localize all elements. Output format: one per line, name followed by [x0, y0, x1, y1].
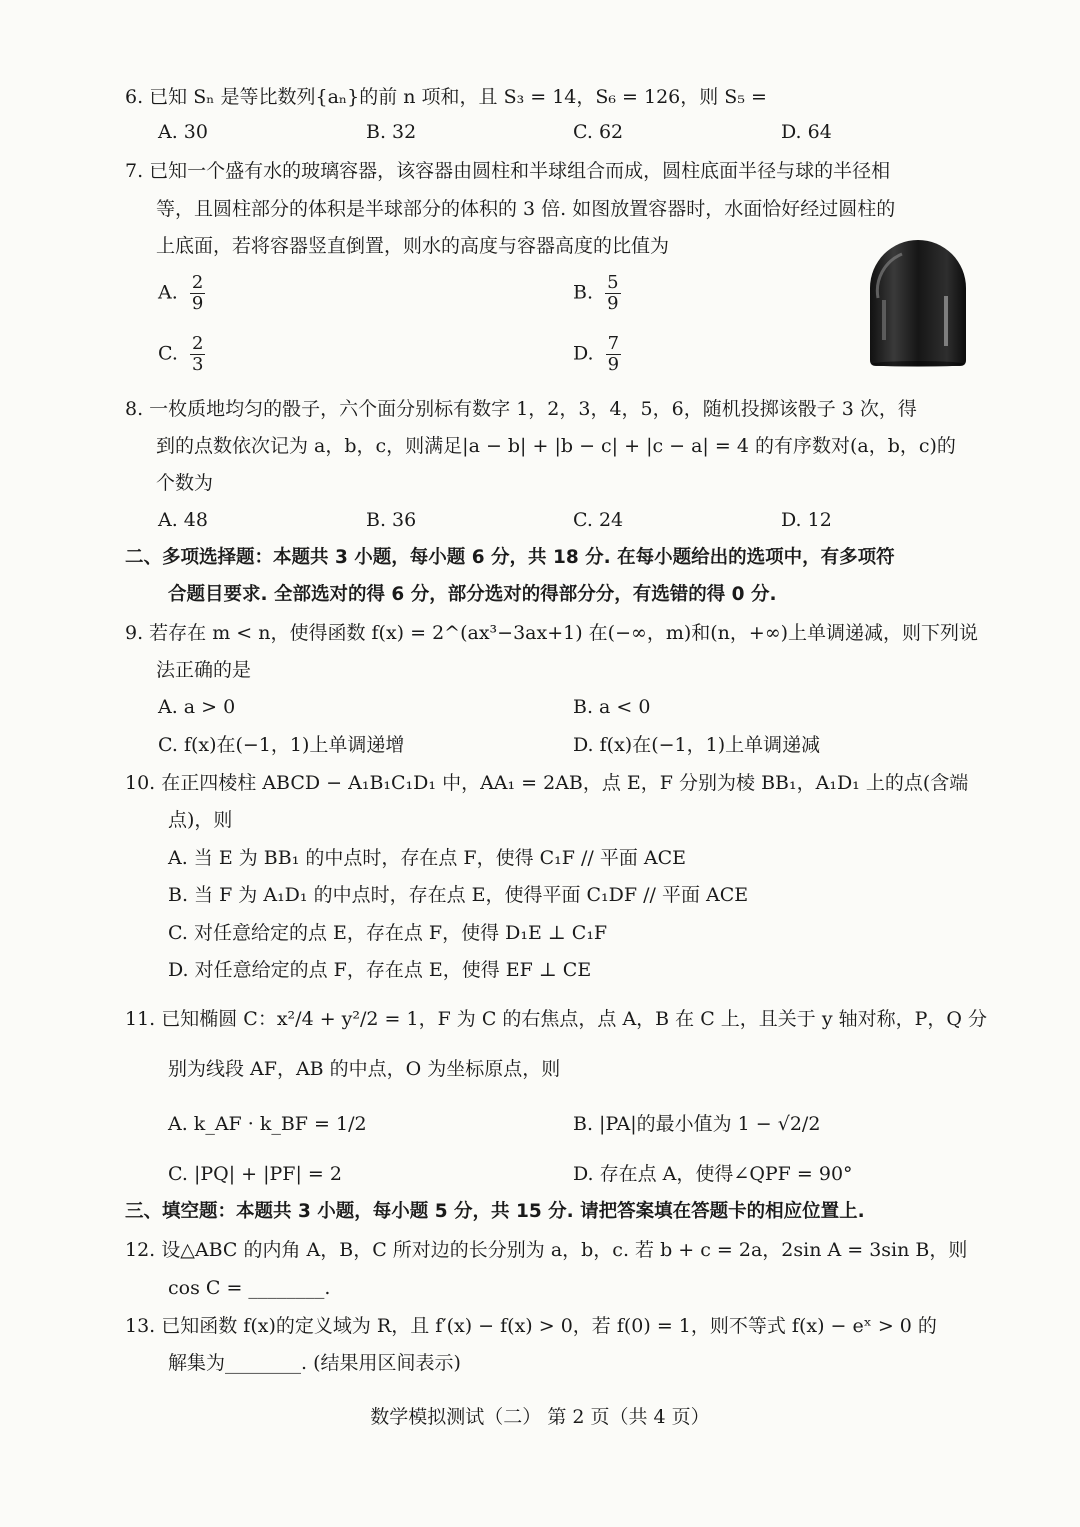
- q8-option-b: B. 36: [366, 509, 417, 531]
- q12-line-2: cos C = ________.: [168, 1277, 331, 1299]
- q10-option-d: D. 对任意给定的点 F，存在点 E，使得 EF ⊥ CE: [168, 959, 592, 981]
- q7-option-b: [573, 273, 621, 314]
- q11-line-2: 别为线段 AF，AB 的中点，O 为坐标原点，则: [168, 1058, 561, 1080]
- container-figure: [868, 238, 968, 368]
- q8-line-3: 个数为: [156, 472, 214, 494]
- q7-option-d: [573, 334, 621, 375]
- q10-line-1: 10. 在正四棱柱 ABCD − A₁B₁C₁D₁ 中，AA₁ = 2AB，点 E，F 分别为棱 BB₁，A₁D₁ 上的点(含端: [125, 772, 969, 794]
- q7-option-b-label: B.: [573, 281, 594, 304]
- q7-option-d-label: D.: [573, 342, 594, 365]
- q6-stem: 6. 已知 Sₙ 是等比数列{aₙ}的前 n 项和，且 S₃ = 14，S₆ = 126，则 S₅ =: [125, 86, 767, 108]
- q7-option-d-fraction: [606, 334, 621, 375]
- q7-option-b-denominator: 9: [607, 293, 619, 314]
- q8-option-a: A. 48: [158, 509, 208, 531]
- q10-line-2: 点)，则: [168, 809, 233, 831]
- q6-option-d: D. 64: [781, 121, 832, 143]
- q9-option-d: D. f(x)在(−1，1)上单调递减: [573, 734, 821, 756]
- q9-line-2: 法正确的是: [156, 659, 252, 681]
- q11-option-b: B. |PA|的最小值为 1 − √2/2: [573, 1113, 821, 1135]
- q7-option-c-denominator: 3: [191, 354, 204, 375]
- q6-option-b: B. 32: [366, 121, 417, 143]
- section-2-instructions: 合题目要求. 全部选对的得 6 分，部分选对的得部分分，有选错的得 0 分.: [168, 584, 777, 605]
- q7-option-a-denominator: 9: [191, 293, 204, 314]
- page-footer: 数学模拟测试（二） 第 2 页（共 4 页）: [370, 1406, 710, 1428]
- q9-line-1: 9. 若存在 m < n，使得函数 f(x) = 2^(ax³−3ax+1) 在(−∞，m)和(n，+∞)上单调递减，则下列说: [125, 622, 979, 644]
- q7-option-a-label: A.: [158, 281, 178, 304]
- q7-option-c-label: C.: [158, 342, 178, 365]
- q11-option-a: A. k_AF · k_BF = 1/2: [168, 1113, 367, 1135]
- q8-line-1: 8. 一枚质地均匀的骰子，六个面分别标有数字 1，2，3，4，5，6，随机投掷该骰子 3 次，得: [125, 398, 917, 420]
- q8-option-c: C. 24: [573, 509, 624, 531]
- q9-option-b: B. a < 0: [573, 696, 651, 718]
- q8-option-d: D. 12: [781, 509, 832, 531]
- q9-option-c: C. f(x)在(−1，1)上单调递增: [158, 734, 405, 756]
- q7-option-c: [158, 334, 205, 375]
- q7-line-2: 等，且圆柱部分的体积是半球部分的体积的 3 倍. 如图放置容器时，水面恰好经过圆柱的: [156, 198, 896, 220]
- q9-option-a: A. a > 0: [158, 696, 236, 718]
- q11-line-1: 11. 已知椭圆 C：x²/4 + y²/2 = 1，F 为 C 的右焦点，点 A，B 在 C 上，且关于 y 轴对称，P，Q 分: [125, 1008, 988, 1030]
- q6-option-a: A. 30: [158, 121, 208, 143]
- q11-option-c: C. |PQ| + |PF| = 2: [168, 1163, 342, 1185]
- q7-option-d-numerator: 7: [607, 333, 620, 354]
- q10-option-c: C. 对任意给定的点 E，存在点 F，使得 D₁E ⊥ C₁F: [168, 922, 608, 944]
- q7-option-b-numerator: 5: [607, 272, 619, 293]
- q7-option-c-fraction: [190, 334, 205, 375]
- q7-option-b-fraction: [605, 273, 620, 314]
- q8-line-2: 到的点数依次记为 a，b，c，则满足|a − b| + |b − c| + |c − a| = 4 的有序数对(a，b，c)的: [156, 435, 956, 457]
- q7-option-a-numerator: 2: [191, 272, 204, 293]
- q7-option-a: [158, 273, 205, 314]
- q7-option-d-denominator: 9: [607, 354, 620, 375]
- q6-option-c: C. 62: [573, 121, 624, 143]
- q7-option-c-numerator: 2: [191, 333, 204, 354]
- section-3-heading: 三、填空题：本题共 3 小题，每小题 5 分，共 15 分. 请把答案填在答题卡的相应位置上.: [125, 1201, 865, 1222]
- q13-line-1: 13. 已知函数 f(x)的定义域为 R，且 f′(x) − f(x) > 0，若 f(0) = 1，则不等式 f(x) − eˣ > 0 的: [125, 1315, 937, 1337]
- section-2-heading: 二、多项选择题：本题共 3 小题，每小题 6 分，共 18 分. 在每小题给出的选项中，有多项符: [125, 547, 895, 568]
- q13-line-2: 解集为________. (结果用区间表示): [168, 1352, 461, 1374]
- q7-option-a-fraction: [190, 273, 205, 314]
- q7-line-3: 上底面，若将容器竖直倒置，则水的高度与容器高度的比值为: [156, 235, 670, 257]
- q7-line-1: 7. 已知一个盛有水的玻璃容器，该容器由圆柱和半球组合而成，圆柱底面半径与球的半径相: [125, 160, 891, 182]
- q11-option-d: D. 存在点 A，使得∠QPF = 90°: [573, 1163, 853, 1185]
- q10-option-a: A. 当 E 为 BB₁ 的中点时，存在点 F，使得 C₁F // 平面 ACE: [168, 847, 687, 869]
- q12-line-1: 12. 设△ABC 的内角 A，B，C 所对边的长分别为 a，b，c. 若 b + c = 2a，2sin A = 3sin B，则: [125, 1239, 968, 1261]
- q10-option-b: B. 当 F 为 A₁D₁ 的中点时，存在点 E，使得平面 C₁DF // 平面 ACE: [168, 884, 749, 906]
